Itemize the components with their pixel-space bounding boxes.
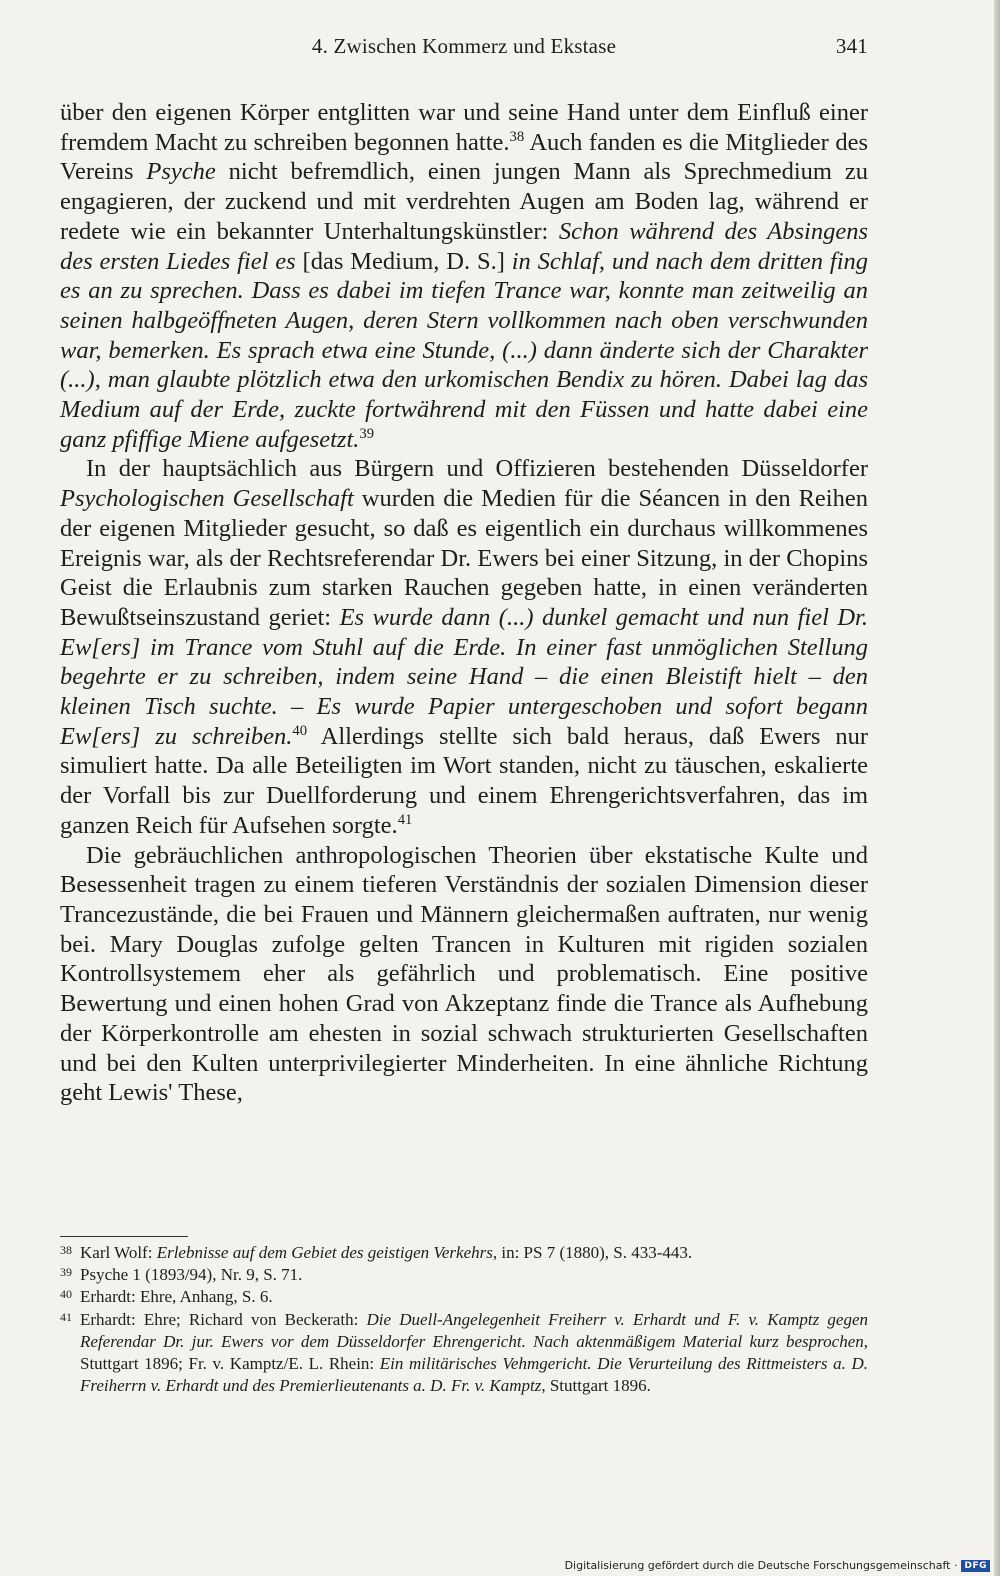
footnote-ref-41: 41 [397, 812, 413, 829]
paragraph-1 [60, 98, 868, 454]
text-run: In der hauptsächlich aus Bürgern und Offizieren bestehenden Düsseldorfer [86, 455, 868, 483]
text-run: , in: PS 7 (1880), S. 433-443. [492, 1243, 693, 1262]
book-spine-shadow [994, 0, 1000, 1576]
footnote-number: 41 [60, 1309, 72, 1324]
text-run: , Stuttgart 1896; Fr. v. Kamptz/E. L. Rhein: [80, 1331, 868, 1374]
footnotes [60, 1242, 868, 1397]
italic-run: Ein militärisches Vehmgericht. Die Verurteilung des Rittmeisters a. D. Freiherrn v. Erhardt und des Premierlieutenants a. D. Fr. v. Kamptz [80, 1354, 868, 1396]
text-run: Erhardt: Ehre, Anhang, S. 6. [80, 1287, 273, 1307]
paragraph-2 [60, 454, 868, 840]
italic-run: Psyche [146, 158, 216, 186]
text-run: Psyche 1 (1893/94), Nr. 9, S. 71. [80, 1265, 303, 1285]
footnote-40 [60, 1286, 868, 1308]
digitization-credit [565, 1559, 990, 1572]
footnote-number: 39 [60, 1265, 72, 1280]
footnote-ref-38: 38 [509, 128, 525, 145]
text-run: [das Medium, D. S.] [295, 247, 512, 275]
text-run: Auch fanden es die Mitglieder des Vereins [60, 128, 868, 186]
italic-run: Psychologischen Gesellschaft [60, 485, 354, 513]
footnote-number: 38 [60, 1243, 72, 1257]
footnote-39 [60, 1264, 868, 1286]
footnote-rule [60, 1236, 188, 1237]
chapter-title: 4. Zwischen Kommerz und Ekstase [311, 34, 617, 58]
quote-italic: in Schlaf, und nach dem dritten fing es an zu sprechen. Dass es dabei im tiefen Trance war, konnte man zeitweilig an seinen halbgeöffneten Augen, deren Stern vollkommen nach oben verschwunden war, bemerken. Es sprach etwa eine Stunde, (...) dann änderte sich der Charakter (...), man glaubte plötzlich etwa den urkomischen Bendix zu hören. Dabei lag das Medium auf der Erde, zuckte fortwährend mit den Füssen und hatte dabei eine ganz pfiffige Miene aufgesetzt. [60, 247, 869, 453]
dfg-logo-icon: DFG [961, 1560, 990, 1572]
paragraph-3: Die gebräuchlichen anthropologischen Theorien über ekstatische Kulte und Besessenheit tragen zu einem tieferen Verständnis der sozialen Dimension dieser Trancezustände, die bei Frauen und Männern gleichermaßen auftraten, nur wenig bei. Mary Douglas zufolge gelten Trancen in Kulturen mit rigiden sozialen Kontrollsystemem eher als gefährlich und problematisch. Eine positive Bewertung und einen hohen Grad von Akzeptanz finde die Trance als Aufhebung der Körperkontrolle am ehesten in sozial schwach strukturierten Gesellschaften und bei den Kulten unterprivilegierter Minderheiten. In eine ähnliche Richtung geht Lewis' These, [60, 841, 868, 1107]
page-number: 341 [835, 34, 868, 58]
text-run: über den eigenen Körper entglitten war und seine Hand unter dem Einfluß einer fremdem Macht zu schreiben begonnen hatte. [60, 99, 868, 156]
text-run: nicht befremdlich, einen jungen Mann als Sprechmedium zu engagieren, der zuckend und mit verdrehten Augen am Boden lag, während er redete wie ein bekannter Unterhaltungskünstler: [60, 158, 868, 245]
running-header [60, 34, 868, 74]
quote-italic: Schon während des Absingens des ersten Liedes fiel es [60, 217, 868, 275]
text-run: Erhardt: Ehre; Richard von Beckerath: [80, 1309, 367, 1329]
footnote-number: 40 [60, 1287, 72, 1302]
text-run: wurden die Medien für die Séancen in den Reihen der eigenen Mitglieder gesucht, so daß es eigentlich ein durchaus willkommenes Ereignis war, als der Rechtsreferendar Dr. Ewers bei einer Sitzung, in der Chopins Geist die Erlaubnis zum starken Rauchen gegeben hatte, in einen veränderten Bewußtseinszustand geriet: [60, 485, 868, 631]
footnote-ref-39: 39 [359, 425, 375, 442]
text-run: Allerdings stellte sich bald heraus, daß Ewers nur simuliert hatte. Da alle Beteiligten im Wort standen, nicht zu täuschen, eskalierte der Vorfall bis zur Duellforderung und einem Ehrengerichtsverfahren, das im ganzen Reich für Aufsehen sorgte. [60, 722, 868, 839]
italic-run: Die Duell-Angelegenheit Freiherr v. Erhardt und F. v. Kamptz gegen Referendar Dr. jur. Ewers vor dem Düsseldorfer Ehrengericht. Nach aktenmäßigem Material kurz besprochen [80, 1309, 868, 1351]
credit-text: Digitalisierung gefördert durch die Deutsche Forschungsgemeinschaft · [564, 1559, 958, 1572]
footnote-ref-40: 40 [292, 722, 308, 739]
quote-italic: Es wurde dann (...) dunkel gemacht und nun fiel Dr. Ew[ers] im Trance vom Stuhl auf die Erde. In einer fast unmöglichen Stellung begehrte er zu schreiben, indem seine Hand – die einen Bleistift hielt – den kleinen Tisch suchte. – Es wurde Papier untergeschoben und sofort begann Ew[ers] zu schreiben. [60, 603, 868, 750]
footnote-38 [60, 1242, 868, 1264]
text-run: , Stuttgart 1896. [541, 1376, 651, 1396]
footnote-41 [60, 1309, 868, 1398]
italic-run: Erlebnisse auf dem Gebiet des geistigen Verkehrs [156, 1243, 493, 1262]
text-run: Karl Wolf: [80, 1243, 157, 1262]
body-text [60, 98, 868, 1108]
